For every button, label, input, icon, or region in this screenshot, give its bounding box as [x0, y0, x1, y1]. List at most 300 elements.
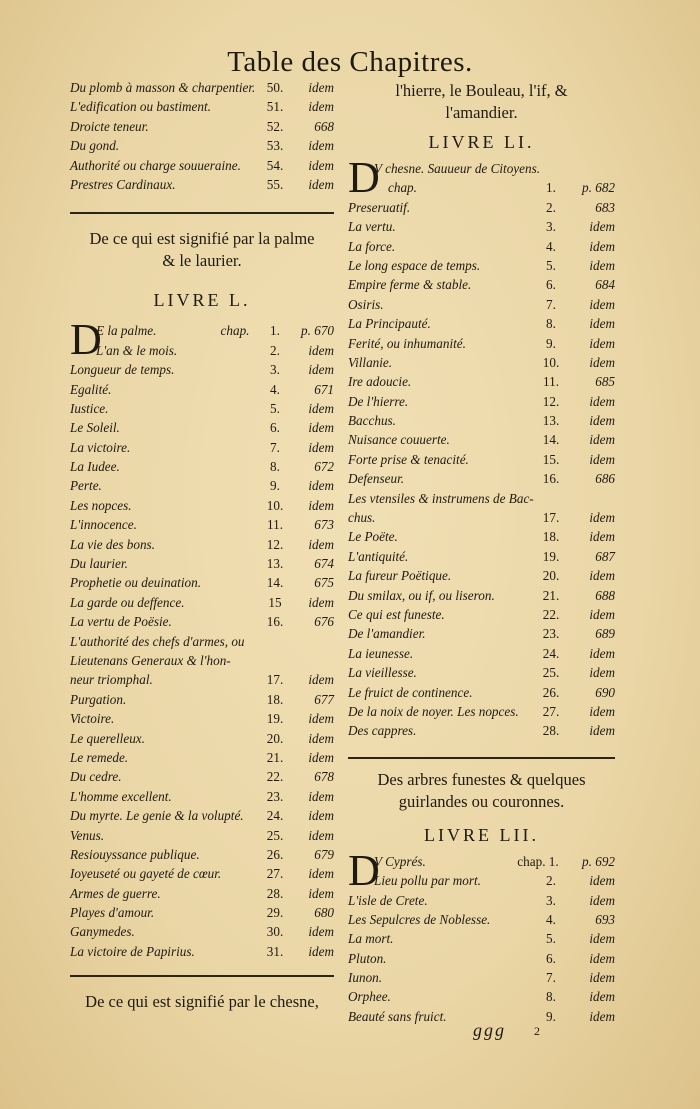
chapter-number: 19. [266, 711, 284, 727]
page-reference: idem [308, 808, 334, 824]
page-reference: 668 [314, 118, 334, 134]
page-reference: idem [308, 788, 334, 804]
entry-title: Authorité ou charge souueraine. [70, 157, 241, 173]
chapter-entry [348, 893, 615, 912]
entry-title: Iustice. [70, 400, 109, 416]
chapter-number: 25. [266, 827, 284, 843]
chapter-number: 22. [542, 606, 560, 622]
entry-title: L'homme excellent. [70, 788, 172, 804]
page-reference: idem [308, 439, 334, 455]
entry-title: Forte prise & tenacité. [348, 451, 469, 467]
chapter-number: 53. [266, 138, 284, 154]
entry-title: La fureur Poëtique. [348, 568, 452, 584]
page-reference: 687 [595, 548, 615, 564]
entry-title: Du plomb à masson & charpentier. [70, 80, 256, 95]
entry-title: La garde ou deffence. [70, 594, 185, 610]
chapter-entry [70, 382, 334, 401]
chapter-entry [70, 944, 334, 963]
entry-title: Du myrte. Le genie & la volupté. [70, 808, 244, 824]
entry-title: L'innocence. [70, 517, 137, 533]
entry-title: Armes de guerre. [70, 885, 161, 901]
entry-title: Iunon. [348, 970, 383, 986]
chapter-entry [348, 588, 615, 607]
chapter-number: 4. [546, 238, 556, 254]
chapter-entry [348, 491, 615, 510]
page-reference: 685 [595, 374, 615, 390]
entry-title: Du laurier. [70, 556, 128, 572]
page-reference: idem [308, 138, 334, 154]
chapter-entry [70, 362, 334, 381]
divider [70, 212, 334, 214]
page-reference: idem [589, 873, 615, 889]
page-reference: idem [308, 99, 334, 115]
entry-title: Les vtensiles & instrumens de Bac- [348, 490, 534, 506]
entry-title: La Iudee. [70, 459, 120, 475]
page-reference: 671 [314, 381, 334, 397]
chapter-entry [348, 413, 615, 432]
entry-title: Les nopces. [70, 497, 132, 513]
chapter-entry [70, 119, 334, 138]
chapter-entry [348, 258, 615, 277]
chapter-number: 26. [542, 684, 560, 700]
chap-label: chap. [220, 323, 250, 339]
heading-line: Des arbres funestes & quelques [377, 769, 586, 789]
chapter-entry [348, 912, 615, 931]
chapter-entry [348, 200, 615, 219]
entry-title: Villanie. [348, 354, 393, 370]
page-reference: idem [308, 943, 334, 959]
page-reference: idem [589, 432, 615, 448]
page-reference: idem [589, 1008, 615, 1024]
chapter-number: 5. [270, 400, 280, 416]
chapter-number: 14. [266, 575, 284, 591]
entry-title: Ganymedes. [70, 924, 135, 940]
chapter-number: 20. [542, 568, 560, 584]
drop-cap: D [348, 153, 380, 202]
chapter-entry [348, 510, 615, 529]
chapter-entry [70, 440, 334, 459]
chapter-entry [70, 750, 334, 769]
chapter-number: 17. [542, 510, 560, 526]
chapter-number: 3. [546, 219, 556, 235]
page-reference: 676 [314, 614, 334, 630]
chapter-number: 27. [266, 866, 284, 882]
chapter-entry [348, 316, 615, 335]
entry-title: chus. [348, 510, 376, 526]
chapter-number: 13. [542, 413, 560, 429]
left-column [70, 80, 334, 1013]
chapter-number: 19. [542, 548, 560, 564]
right-chapter-list [348, 153, 615, 743]
entry-title: Des cappres. [348, 723, 417, 739]
page-reference: idem [589, 892, 615, 908]
entry-title: Prestres Cardinaux. [70, 176, 176, 192]
chapter-number: 7. [546, 296, 556, 312]
page-reference: idem [308, 924, 334, 940]
chapter-entry [70, 886, 334, 905]
chapter-entry [348, 951, 615, 970]
entry-title: chap. [388, 180, 417, 196]
page-reference: 688 [595, 587, 615, 603]
chapter-entry [348, 239, 615, 258]
right-column [348, 80, 615, 1028]
entry-title: Longueur de temps. [70, 362, 175, 378]
chapter-entry [70, 401, 334, 420]
entry-title: L'an & le mois. [96, 342, 178, 358]
page-reference: p. 682 [582, 180, 615, 196]
chapter-number: 52. [266, 118, 284, 134]
chapter-number: 6. [546, 950, 556, 966]
chapter-number: 23. [542, 626, 560, 642]
heading-line: guirlandes ou couronnes. [398, 791, 565, 811]
chapter-number: 14. [542, 432, 560, 448]
page-reference: idem [308, 749, 334, 765]
entry-title: Du cedre. [70, 769, 122, 785]
entry-title: L'antiquité. [348, 548, 409, 564]
chapter-number: 51. [266, 99, 284, 115]
chapter-number: 50. [266, 80, 284, 95]
page-reference: 677 [314, 691, 334, 707]
entry-title: Les Sepulcres de Noblesse. [348, 911, 491, 927]
entry-title: La force. [348, 238, 396, 254]
chapter-entry [70, 158, 334, 177]
chapter-number: 8. [546, 316, 556, 332]
chapter-entry [348, 277, 615, 296]
chapter-entry [70, 478, 334, 497]
chapter-number: 24. [266, 808, 284, 824]
livre-heading: LIVRE L. [153, 290, 251, 311]
page-reference: idem [308, 420, 334, 436]
entry-title: Lieutenans Generaux & l'hon- [70, 652, 231, 668]
livre-heading: LIVRE LII. [424, 824, 539, 845]
entry-title: Du gond. [70, 138, 120, 154]
entry-title: Le Poëte. [348, 529, 398, 545]
entry-title: Le remede. [70, 749, 129, 765]
chapter-entry [348, 355, 615, 374]
page-reference: 672 [314, 459, 334, 475]
page-reference: idem [308, 478, 334, 494]
heading-line: De ce qui est signifié par la palme [89, 229, 315, 249]
chapter-entry [348, 873, 615, 892]
left-chapter-list [70, 315, 334, 963]
chapter-number: 2. [270, 342, 280, 358]
entry-title: La ieunesse. [348, 645, 414, 661]
chapter-entry [348, 704, 615, 723]
chapter-entry [70, 537, 334, 556]
divider [70, 975, 334, 977]
chapter-entry [348, 394, 615, 413]
page-reference: 689 [595, 626, 615, 642]
chapter-number: 28. [542, 723, 560, 739]
divider [348, 757, 615, 759]
page-reference: idem [308, 80, 334, 95]
entry-title: neur triomphal. [70, 672, 153, 688]
page-reference: idem [589, 238, 615, 254]
chapter-entry [70, 99, 334, 118]
page-reference: idem [308, 497, 334, 513]
left-top-entries [70, 80, 334, 196]
entry-title: Ce qui est funeste. [348, 606, 445, 622]
entry-title: Lieu pollu par mort. [374, 873, 481, 889]
chapter-number: 17. [266, 672, 284, 688]
chapter-number: 3. [546, 892, 556, 908]
chapter-entry [348, 607, 615, 626]
chapter-number: 16. [542, 471, 560, 487]
chapter-entry [70, 575, 334, 594]
drop-cap: D [70, 315, 102, 365]
chapter-number: 6. [546, 277, 556, 293]
entry-title: La vertu. [348, 219, 396, 235]
page-reference: 693 [595, 911, 615, 927]
entry-title: Orphee. [348, 989, 391, 1005]
entry-title: La vieillesse. [348, 665, 417, 681]
chapter-number: 15 [268, 594, 282, 610]
heading-line: l'amandier. [445, 103, 518, 122]
section-heading [70, 228, 334, 272]
chapter-number: 8. [546, 989, 556, 1005]
page-reference: 680 [314, 905, 334, 921]
chapter-number: 28. [266, 885, 284, 901]
chapter-number: 2. [546, 873, 556, 889]
entry-title: Victoire. [70, 711, 115, 727]
page-reference: idem [589, 413, 615, 429]
chapter-entry [70, 420, 334, 439]
entry-title: Bacchus. [348, 413, 396, 429]
catchword: ggg [473, 1020, 506, 1040]
chapter-entry [70, 692, 334, 711]
page-reference: idem [308, 400, 334, 416]
chapter-entry [348, 297, 615, 316]
page-reference: idem [589, 606, 615, 622]
page-reference: 684 [595, 277, 615, 293]
chapter-entry [70, 866, 334, 885]
chapter-number: 7. [270, 439, 280, 455]
page-reference: 686 [595, 471, 615, 487]
page-reference: idem [308, 157, 334, 173]
chapter-entry [348, 452, 615, 471]
chapter-entry [348, 665, 615, 684]
chapter-number: 9. [270, 478, 280, 494]
page-reference: 673 [314, 517, 334, 533]
chapter-number: 20. [266, 730, 284, 746]
page-reference: idem [589, 219, 615, 235]
chapter-number: 3. [270, 362, 280, 378]
entry-title: Resiouyssance publique. [70, 846, 200, 862]
chapter-number: 21. [266, 749, 284, 765]
entry-title: Empire ferme & stable. [348, 277, 472, 293]
entry-title: Prophetie ou deuination. [70, 575, 201, 591]
chapter-entry [70, 672, 334, 691]
chapter-number: 29. [266, 905, 284, 921]
entry-title: Osiris. [348, 296, 384, 312]
chapter-entry [348, 219, 615, 238]
heading-line: & le laurier. [162, 251, 242, 271]
chapter-entry [348, 471, 615, 490]
entry-title: La victoire. [70, 439, 131, 455]
chapter-entry [70, 924, 334, 943]
chapter-entry [70, 459, 334, 478]
page-reference: idem [589, 296, 615, 312]
page-reference: idem [589, 257, 615, 273]
entry-title: V chesne. Sauueur de Citoyens. [374, 161, 541, 176]
page-reference: idem [589, 931, 615, 947]
entry-title: La victoire de Papirius. [70, 943, 195, 959]
entry-title: L'isle de Crete. [348, 892, 428, 908]
entry-title: L'edification ou bastiment. [70, 99, 211, 115]
entry-title: Egalité. [70, 381, 112, 397]
page-reference: idem [589, 354, 615, 370]
page-reference: idem [589, 665, 615, 681]
chapter-entry [348, 626, 615, 645]
chapter-entry [70, 808, 334, 827]
entry-title: Le long espace de temps. [348, 257, 481, 273]
chapter-number: 11. [543, 374, 559, 390]
page-reference: idem [589, 510, 615, 526]
entry-title: La Principauté. [348, 316, 431, 332]
chapter-entry [70, 789, 334, 808]
chapter-number: 4. [270, 381, 280, 397]
chapter-entry [70, 769, 334, 788]
chapter-entry [348, 723, 615, 742]
entry-title: De l'amandier. [348, 626, 426, 642]
chapter-entry [70, 595, 334, 614]
entry-title: Le fruict de continence. [348, 684, 473, 700]
chapter-number: 4. [546, 911, 556, 927]
chapter-entry [348, 374, 615, 393]
page-reference: p. 692 [582, 853, 615, 869]
page-reference: 674 [314, 556, 334, 572]
chapter-number: 7. [546, 970, 556, 986]
page-reference: idem [589, 645, 615, 661]
entry-title: Purgation. [70, 691, 127, 707]
page-reference: idem [308, 866, 334, 882]
entry-title: Droicte teneur. [70, 118, 149, 134]
page-reference: idem [308, 342, 334, 358]
chapter-number: 31. [266, 943, 284, 959]
chapter-number: 16. [266, 614, 284, 630]
chapter-entry [348, 549, 615, 568]
section-heading [348, 769, 615, 813]
chapter-number: 24. [542, 645, 560, 661]
chapter-entry [348, 568, 615, 587]
entry-title: V Cyprés. [374, 853, 426, 869]
entry-title: Ioyeuseté ou gayeté de cœur. [70, 866, 222, 882]
page-reference: 683 [595, 199, 615, 215]
entry-title: De l'hierre. [348, 393, 409, 409]
livre-heading: LIVRE LI. [428, 132, 535, 152]
entry-title: De la noix de noyer. Les nopces. [348, 703, 519, 719]
chapter-number: 26. [266, 846, 284, 862]
chapter-entry [348, 989, 615, 1008]
chapter-number: 23. [266, 788, 284, 804]
chapter-entry [348, 180, 615, 199]
entry-title: Du smilax, ou if, ou liseron. [348, 587, 495, 603]
chapter-number: 12. [542, 393, 560, 409]
page-reference: 678 [314, 769, 334, 785]
chapter-entry [70, 80, 334, 99]
continued-heading [348, 80, 615, 124]
chapter-number: 21. [542, 587, 560, 603]
chapter-number: 11. [267, 517, 283, 533]
page-reference: 690 [595, 684, 615, 700]
chapter-number: 8. [270, 459, 280, 475]
chapter-number: 54. [266, 157, 284, 173]
chapter-entry [70, 343, 334, 362]
page-reference: idem [308, 536, 334, 552]
chapter-number: 5. [546, 931, 556, 947]
page-reference: p. 670 [301, 323, 334, 339]
chapter-entry [348, 336, 615, 355]
chapter-number: 30. [266, 924, 284, 940]
chapter-entry [348, 529, 615, 548]
chapter-entry [70, 556, 334, 575]
chapter-entry [70, 177, 334, 196]
page-reference: idem [308, 827, 334, 843]
page-reference: idem [589, 723, 615, 739]
chapter-entry [70, 653, 334, 672]
page-reference: idem [589, 316, 615, 332]
page-reference: idem [308, 711, 334, 727]
chapter-entry [348, 931, 615, 950]
chapter-number: 27. [542, 703, 560, 719]
chapter-entry [348, 646, 615, 665]
page-reference: idem [589, 335, 615, 351]
page-reference: idem [589, 703, 615, 719]
entry-title: Beauté sans fruict. [348, 1008, 447, 1024]
chapter-entry [70, 498, 334, 517]
chapter-number: 55. [266, 176, 284, 192]
chapter-entry [348, 685, 615, 704]
chapter-entry [70, 517, 334, 536]
chapter-number: 15. [542, 451, 560, 467]
page-reference: idem [308, 885, 334, 901]
entry-title: La vertu de Poësie. [70, 614, 172, 630]
page-reference: idem [589, 568, 615, 584]
chapter-number: 6. [270, 420, 280, 436]
entry-title: L'authorité des chefs d'armes, ou [70, 633, 245, 649]
drop-cap: D [348, 845, 380, 895]
entry-title: Ire adoucie. [348, 374, 412, 390]
page-reference: idem [308, 594, 334, 610]
entry-title: Playes d'amour. [70, 905, 155, 921]
page-reference: idem [589, 950, 615, 966]
entry-title: E la palme. [96, 323, 157, 339]
entry-title: La vie des bons. [70, 536, 155, 552]
chapter-number: 13. [266, 556, 284, 572]
chapter-number: 1. [270, 323, 280, 339]
entry-title: Pluton. [348, 950, 387, 966]
chapter-entry [70, 847, 334, 866]
chapter-number: 25. [542, 665, 560, 681]
chapter-number: 12. [266, 536, 284, 552]
page-reference: idem [308, 176, 334, 192]
chapter-number: chap. 1. [517, 853, 559, 869]
page-reference: idem [589, 393, 615, 409]
entry-title: La mort. [348, 931, 394, 947]
page-reference: idem [308, 672, 334, 688]
page-reference: idem [589, 989, 615, 1005]
chapter-entry [70, 634, 334, 653]
entry-title: Perte. [70, 478, 102, 494]
page-reference: idem [308, 362, 334, 378]
chapter-number: 18. [542, 529, 560, 545]
page-reference: idem [589, 451, 615, 467]
chapter-number: 2. [546, 199, 556, 215]
page-reference: 679 [314, 846, 334, 862]
entry-title: Nuisance couuerte. [348, 432, 450, 448]
page-reference: idem [589, 970, 615, 986]
entry-title: Defenseur. [348, 471, 405, 487]
